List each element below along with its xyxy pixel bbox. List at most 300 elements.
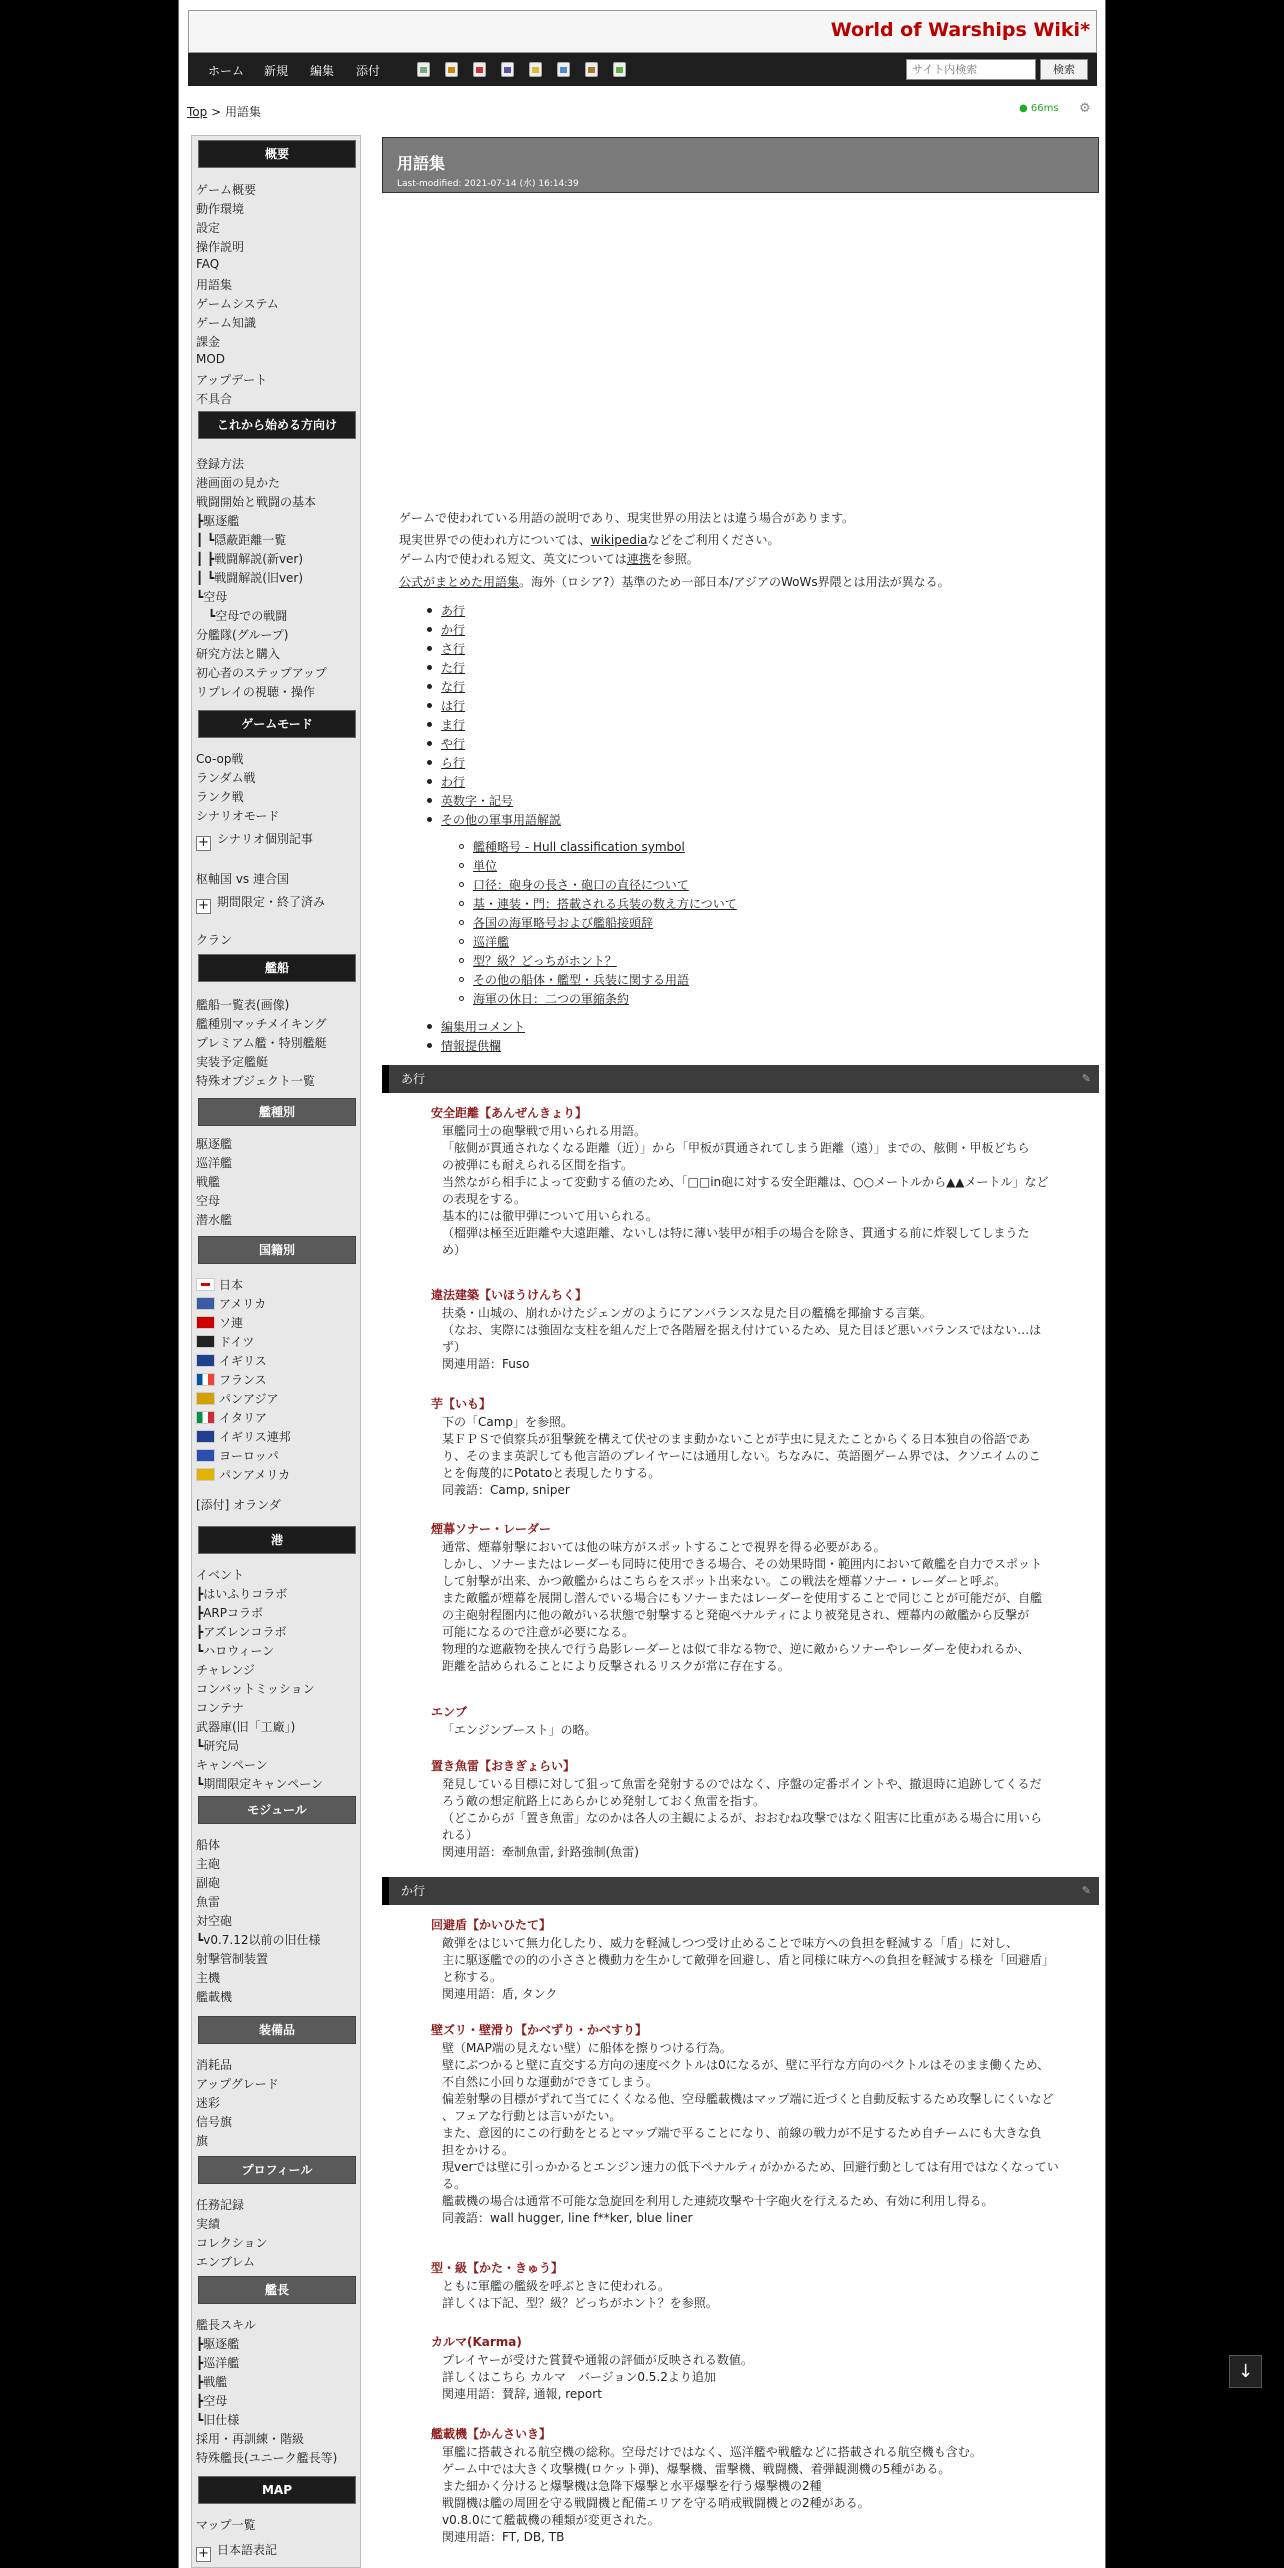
- toc-link[interactable]: その他の軍事用語解説: [441, 813, 562, 827]
- attach-icon[interactable]: [529, 62, 542, 77]
- sidebar-item-s2-5[interactable]: [196, 550, 303, 567]
- sidebar-item-s5-3[interactable]: [196, 1192, 220, 1209]
- term-heading: 安全距離【あんぜんきょり】: [431, 1106, 588, 1120]
- sidebar-item-s1-8[interactable]: [196, 333, 220, 350]
- backup-icon[interactable]: [501, 62, 514, 77]
- circle-bullet-icon: [459, 939, 464, 944]
- toc-extra-link[interactable]: 情報提供欄: [441, 1039, 502, 1053]
- toc-item: [427, 678, 465, 695]
- toc-sub-link[interactable]: 口径：砲身の長さ・砲口の直径について: [473, 878, 689, 892]
- sidebar-netherlands[interactable]: [添付] オランダ: [196, 1498, 281, 1512]
- definition-line: 現verでは壁に引っかかるとエンジン速力の低下ペナルティがかかるため、回避行動としては有用ではなくなってい: [442, 2160, 1059, 2174]
- render-time: [1019, 103, 1059, 114]
- sidebar-item-s8-0[interactable]: [196, 1836, 220, 1853]
- bullet-icon: [427, 703, 432, 708]
- sidebar-item-label: 艦長スキル: [196, 2318, 256, 2332]
- sidebar-item-s3-2[interactable]: [196, 788, 244, 805]
- sidebar-item-label: ┣戦艦: [196, 2375, 228, 2389]
- sidebar-item-s2-3[interactable]: [196, 512, 239, 529]
- sidebar-item-s2-12[interactable]: [196, 683, 315, 700]
- sidebar-item-s7-1[interactable]: [196, 1585, 287, 1602]
- toc-sub-item: [459, 876, 689, 893]
- toc-link[interactable]: ま行: [441, 718, 466, 732]
- sidebar-item-label: ┗旧仕様: [196, 2413, 240, 2427]
- definition-line: 、フェアな行動とは言いがたい。: [442, 2109, 622, 2123]
- circle-bullet-icon: [459, 958, 464, 963]
- intro-link[interactable]: 連携: [626, 552, 651, 566]
- sidebar-limited-modes-label: 期間限定・終了済み: [217, 895, 326, 909]
- sidebar-item-label: ヨーロッパ: [219, 1449, 279, 1463]
- toc-sub-item: [459, 971, 689, 988]
- sidebar-item-s6-0[interactable]: [196, 1276, 243, 1293]
- term-definition: [442, 1305, 1041, 1373]
- sidebar-item-label: 任務記録: [196, 2198, 245, 2212]
- bullet-icon: [427, 741, 432, 746]
- circle-bullet-icon: [459, 882, 464, 887]
- intro-line-2: [399, 550, 699, 567]
- sidebar-item-s6-6[interactable]: [196, 1390, 279, 1407]
- sidebar-item-label: ┗期間限定キャンペーン: [196, 1777, 323, 1791]
- term-heading: 回避盾【かいひたて】: [431, 1918, 552, 1932]
- toc-sub-item: [459, 990, 629, 1007]
- sidebar-item-s9-0[interactable]: [196, 2056, 232, 2073]
- definition-line: （どこからが「置き魚雷」なのかは各人の主観によるが、おおむね攻撃ではなく阻害に比重がある場合に用いら: [442, 1811, 1043, 1825]
- sidebar-item-s11-5[interactable]: [196, 2411, 239, 2428]
- sidebar-item-s8-2[interactable]: [196, 1874, 220, 1891]
- sidebar-item-label: 初心者のステップアップ: [196, 666, 327, 680]
- sidebar-item-s1-9[interactable]: [196, 352, 225, 366]
- sidebar-item-s6-5[interactable]: [196, 1371, 267, 1388]
- sidebar-item-s7-8[interactable]: [196, 1718, 295, 1735]
- definition-line: 不自然に小回りな運動ができてしまう。: [442, 2075, 659, 2089]
- sidebar-item-s2-6[interactable]: [196, 569, 303, 586]
- sidebar-head-3: ゲームモード: [198, 710, 356, 738]
- sidebar-item-s11-2[interactable]: [196, 2354, 239, 2371]
- site-header: [188, 10, 1097, 53]
- intro-pre: ゲーム内で使われる短文、英文については: [399, 552, 627, 566]
- sidebar-item-s2-8[interactable]: [196, 607, 287, 624]
- toc-link[interactable]: さ行: [441, 642, 466, 656]
- sidebar-item-s2-9[interactable]: [196, 626, 288, 643]
- definition-line: 通常、煙幕射撃においては他の味方がスポットすることで視界を得る必要がある。: [442, 1540, 886, 1554]
- gear-icon[interactable]: ⚙: [1079, 101, 1091, 116]
- definition-line: 担をかける。: [442, 2143, 515, 2157]
- bullet-icon: [427, 684, 432, 689]
- definition-line: ゲーム中では大きく攻撃機(ロケット弾)、爆撃機、雷撃機、戦闘機、着弾観測機の5種がある。: [442, 2462, 951, 2476]
- sidebar-item-label: ソ連: [219, 1316, 244, 1330]
- definition-line: と称する。: [442, 1970, 503, 1984]
- sidebar-item-label: ランダム戦: [196, 771, 256, 785]
- sidebar-item-label: 港画面の見かた: [196, 476, 281, 490]
- sidebar-item-label: 設定: [196, 221, 221, 235]
- sidebar-item-s2-10[interactable]: [196, 645, 280, 662]
- term-heading: 置き魚雷【おきぎょらい】: [431, 1759, 576, 1773]
- section-title: あ行: [401, 1072, 426, 1086]
- bullet-icon: [427, 646, 432, 651]
- sidebar-item-s4-1[interactable]: [196, 1015, 326, 1032]
- definition-line: 関連用語：牽制魚雷, 針路強制(魚雷): [442, 1845, 639, 1859]
- bullet-icon: [427, 817, 432, 822]
- sidebar-map-japanese-label: 日本語表記: [217, 2543, 278, 2557]
- definition-line: 基本的には徹甲弾について用いられる。: [442, 1209, 658, 1223]
- edit-icon[interactable]: [417, 62, 430, 77]
- sidebar-item-label: マップ一覧: [196, 2518, 256, 2532]
- definition-line: れる）: [442, 1828, 479, 1842]
- section-heading: [382, 1877, 1099, 1905]
- sidebar-item-label: コレクション: [196, 2236, 268, 2250]
- toc-sub-link[interactable]: 単位: [473, 859, 498, 873]
- toc-sub-link[interactable]: 型？級？どっちがホント？: [473, 954, 617, 968]
- definition-line: また細かく分けると爆撃機は急降下爆撃と水平爆撃を行う爆撃機の2種: [442, 2479, 822, 2493]
- definition-line: 同義語：Camp, sniper: [442, 1483, 570, 1497]
- intro-link[interactable]: 公式がまとめた用語集: [399, 575, 520, 589]
- definition-line: 艦載機の場合は通常不可能な急旋回を利用した連続攻撃や十字砲火を行えるため、有効に利用し得る。: [442, 2194, 994, 2208]
- toc-sub-link[interactable]: その他の船体・艦型・兵装に関する用語: [473, 973, 690, 987]
- sidebar-item-s6-7[interactable]: [196, 1409, 267, 1426]
- term-definition: [442, 1776, 1042, 1861]
- circle-bullet-icon: [459, 977, 464, 982]
- toc-link[interactable]: か行: [441, 623, 466, 637]
- toc-item: [427, 716, 465, 733]
- sidebar-item-s8-6[interactable]: [196, 1950, 268, 1967]
- last-modified: Last-modified: 2021-07-14 (水) 16:14:39: [397, 179, 579, 189]
- term-heading: エンブ: [431, 1705, 468, 1719]
- expand-icon[interactable]: +: [196, 836, 211, 851]
- sidebar-item-s2-7[interactable]: [196, 588, 227, 605]
- definition-line: る。: [442, 2177, 467, 2191]
- section-heading: [382, 1065, 1099, 1093]
- sidebar-axis-vs-allies[interactable]: 枢軸国 vs 連合国: [196, 872, 289, 886]
- intro-text: ゲームで使われている用語の説明であり、現実世界の用法とは違う場合があります。: [399, 511, 855, 525]
- toc-item: [427, 602, 465, 619]
- sidebar-item-s9-4[interactable]: [196, 2132, 208, 2149]
- page-wrapper: [178, 0, 1106, 2568]
- sidebar-item-label: 艦種別マッチメイキング: [196, 1017, 327, 1031]
- sidebar-head-7: 港: [198, 1526, 356, 1554]
- circle-bullet-icon: [459, 863, 464, 868]
- bullet-icon: [427, 779, 432, 784]
- menu-home[interactable]: ホーム: [208, 64, 245, 78]
- toc-item: [427, 811, 561, 828]
- sidebar-item-s3-3[interactable]: [196, 807, 279, 824]
- flag-icon: [196, 1411, 215, 1424]
- toc-sub-link[interactable]: 基・連装・門：搭載される兵装の数え方について: [473, 897, 737, 911]
- sidebar-item-label: ┣駆逐艦: [196, 2337, 240, 2351]
- definition-line: の主砲射程圏内に他の敵がいる状態で射撃すると発砲ペナルティにより被発見され、煙幕内の敵艦から反撃が: [442, 1608, 1030, 1622]
- sidebar-item-s5-2[interactable]: [196, 1173, 220, 1190]
- copy-icon[interactable]: [557, 62, 570, 77]
- timing-icon: ●: [1019, 103, 1031, 114]
- definition-line: 当然ながら相手によって変動する値のため、「□□in砲に対する安全距離は、○○メートルから▲▲メートル」など: [442, 1175, 1049, 1189]
- scroll-top-button[interactable]: ↓: [1229, 2355, 1262, 2388]
- page-title: 用語集: [397, 154, 446, 173]
- sidebar-head-9: 装備品: [198, 2016, 356, 2044]
- sidebar-head-4: 艦船: [198, 954, 356, 982]
- intro-link[interactable]: wikipedia: [590, 533, 648, 547]
- definition-line: 関連用語：賛辞, 通報, report: [442, 2387, 602, 2401]
- definition-line: 詳しくはこちら カルマ バージョン0.5.2より追加: [442, 2370, 716, 2384]
- sidebar-item-label: 対空砲: [196, 1914, 233, 1928]
- intro-line-0: [399, 509, 854, 526]
- sidebar-item-s3-0[interactable]: [196, 750, 243, 767]
- sidebar-item-s7-11[interactable]: [196, 1775, 323, 1792]
- expand-icon[interactable]: +: [196, 2547, 211, 2562]
- sidebar-item-label: FAQ: [196, 257, 220, 271]
- sidebar-item-label: 射撃管制装置: [196, 1952, 269, 1966]
- intro-line-3: [399, 573, 950, 590]
- sidebar-item-s5-0[interactable]: [196, 1135, 232, 1152]
- sidebar-item-label: ┃ ┗隠蔽距離一覧: [196, 533, 287, 547]
- menu-attach[interactable]: 添付: [356, 64, 381, 78]
- breadcrumb-top-link[interactable]: Top: [187, 105, 208, 119]
- edit-section-icon[interactable]: ✎: [1081, 1072, 1091, 1085]
- sidebar-item-label: 不具合: [196, 392, 233, 406]
- term-heading: 煙幕ソナー・レーダー: [431, 1522, 552, 1536]
- sidebar-item-s1-10[interactable]: [196, 371, 267, 388]
- toc-extra-item: [427, 1018, 525, 1035]
- menu-edit[interactable]: 編集: [310, 64, 335, 78]
- sidebar-item-label: アップグレード: [196, 2077, 279, 2091]
- sidebar-item-s4-4[interactable]: [196, 1072, 315, 1089]
- sidebar-item-label: 操作説明: [196, 240, 245, 254]
- definition-line: 敵弾をはじいて無力化したり、威力を軽減しつつ受け止めることで味方への負担を軽減する「盾」に対し、: [442, 1936, 1019, 1950]
- sidebar-item-s6-2[interactable]: [196, 1314, 243, 1331]
- sidebar-item-label: 主砲: [196, 1857, 221, 1871]
- definition-line: 発見している目標に対して狙って魚雷を発射するのではなく、序盤の定番ポイントや、撤退時に追跡してくるだ: [442, 1777, 1042, 1791]
- sidebar-item-s8-8[interactable]: [196, 1988, 232, 2005]
- definition-line: 同義語：wall hugger, line f**ker, blue liner: [442, 2211, 693, 2225]
- sidebar-item-s7-5[interactable]: [196, 1661, 255, 1678]
- sidebar-item-s7-0[interactable]: [196, 1566, 244, 1583]
- search-button[interactable]: 検索: [1040, 59, 1088, 80]
- sidebar-item-label: 武器庫(旧「工廠」): [196, 1720, 296, 1734]
- sidebar-item-s2-11[interactable]: [196, 664, 327, 681]
- sidebar-item-label: アップデート: [196, 373, 268, 387]
- sidebar-item-s4-0[interactable]: [196, 996, 289, 1013]
- bullet-icon: [427, 798, 432, 803]
- sidebar-item-s9-3[interactable]: [196, 2113, 232, 2130]
- sidebar-item-s1-5[interactable]: [196, 276, 232, 293]
- sidebar-item-s1-0[interactable]: [196, 181, 256, 198]
- sidebar-item-s7-7[interactable]: [196, 1699, 244, 1716]
- sidebar-item-s1-1[interactable]: [196, 200, 244, 217]
- sidebar-item-label: コンバットミッション: [196, 1682, 315, 1696]
- toc-sub-link[interactable]: 巡洋艦: [473, 935, 510, 949]
- sidebar-item-s6-9[interactable]: [196, 1447, 279, 1464]
- toc-sub-item: [459, 838, 685, 855]
- definition-line: 扶桑・山城の、崩れかけたジェンガのようにアンバランスな見た目の艦橋を揶揄する言葉。: [442, 1306, 932, 1320]
- sidebar-item-s1-4[interactable]: [196, 257, 219, 271]
- term-definition: [442, 2040, 1059, 2227]
- sidebar-item-label: ┣空母: [196, 2394, 228, 2408]
- sidebar-item-s7-2[interactable]: [196, 1604, 263, 1621]
- definition-line: 距離を詰められることにより反撃されるリスクが常に存在する。: [442, 1659, 790, 1673]
- sidebar: [191, 135, 361, 2568]
- sidebar-item-s6-3[interactable]: [196, 1333, 254, 1350]
- sidebar-item-s8-4[interactable]: [196, 1912, 232, 1929]
- sidebar-item-s11-0[interactable]: [196, 2316, 256, 2333]
- sidebar-item-s1-11[interactable]: [196, 390, 232, 407]
- sidebar-item-s6-1[interactable]: [196, 1295, 266, 1312]
- definition-line: 主に駆逐艦での的の小ささと機動力を生かして敵弾を回避し、盾と同様に味方への負担を軽減する様を「回避盾」: [442, 1953, 1055, 1967]
- toc-link[interactable]: わ行: [441, 775, 466, 789]
- toc-extra-link[interactable]: 編集用コメント: [441, 1020, 526, 1034]
- sidebar-item-label: ┣ARPコラボ: [196, 1606, 264, 1620]
- toc-link[interactable]: た行: [441, 661, 466, 675]
- freeze-icon[interactable]: [445, 62, 458, 77]
- definition-line: 壁にぶつかると壁に直交する方向の速度ベクトルは0になるが、壁に平行な方向のベクトルはそのまま働くため、: [442, 2058, 1050, 2072]
- sidebar-item-s2-0[interactable]: [196, 455, 244, 472]
- flag-icon: [196, 1297, 215, 1310]
- intro-post: 。海外（ロシア?）基準のため一部日本/アジアのWoWs界隈とは用法が異なる。: [519, 575, 950, 589]
- definition-line: 某ＦＰＳで偵察兵が狙撃銃を構えて伏せのまま動かないことが芋虫に見えたことからくる日本独自の俗語であ: [442, 1432, 1031, 1446]
- term-heading: 壁ズリ・壁滑り【かべずり・かべすり】: [431, 2023, 648, 2037]
- bullet-icon: [427, 760, 432, 765]
- flag-icon: [196, 1392, 215, 1405]
- toc-sub-item: [459, 933, 509, 950]
- sidebar-clan[interactable]: クラン: [196, 933, 233, 947]
- sidebar-item-s11-7[interactable]: [196, 2449, 337, 2466]
- sidebar-item-s2-2[interactable]: [196, 493, 316, 510]
- sidebar-item-s7-10[interactable]: [196, 1756, 268, 1773]
- menu-new[interactable]: 新規: [264, 64, 289, 78]
- sidebar-item-label: ┣アズレンコラボ: [196, 1625, 287, 1639]
- definition-line: ろう敵の想定航路上にあらかじめ発射しておく魚雷を指す。: [442, 1794, 766, 1808]
- sidebar-item-s6-8[interactable]: [196, 1428, 291, 1445]
- term-definition: [442, 1722, 596, 1739]
- bullet-icon: [427, 722, 432, 727]
- term-definition: [442, 1123, 1049, 1259]
- definition-line: ず）: [442, 1340, 467, 1354]
- toc-link[interactable]: な行: [441, 680, 466, 694]
- definition-line: 関連用語：FT, DB, TB: [442, 2530, 565, 2544]
- toc-link[interactable]: あ行: [441, 604, 466, 618]
- sidebar-item-label: ┃ ┣戦闘解説(新ver): [196, 552, 304, 566]
- sidebar-item-s2-4[interactable]: [196, 531, 286, 548]
- sidebar-item-s10-1[interactable]: [196, 2215, 220, 2232]
- flag-icon: [196, 1354, 215, 1367]
- sidebar-item-s11-4[interactable]: [196, 2392, 227, 2409]
- definition-line: しかし、ソナーまたはレーダーも同時に使用できる場合、その効果時間・範囲内において敵艦を自力でスポット: [442, 1557, 1043, 1571]
- sidebar-item-s10-0[interactable]: [196, 2196, 244, 2213]
- reload-icon[interactable]: [613, 62, 626, 77]
- sidebar-item-s7-4[interactable]: [196, 1642, 274, 1659]
- toc-link[interactable]: ら行: [441, 756, 466, 770]
- sidebar-item-s6-10[interactable]: [196, 1466, 290, 1483]
- sidebar-item-s10-2[interactable]: [196, 2234, 268, 2251]
- definition-line: プレイヤーが受けた賞賛や通報の評価が反映される数値。: [442, 2353, 753, 2367]
- toc-link[interactable]: は行: [441, 699, 466, 713]
- sidebar-item-s1-7[interactable]: [196, 314, 256, 331]
- definition-line: 関連用語：Fuso: [442, 1357, 530, 1371]
- intro-line-1: [399, 531, 780, 548]
- sidebar-head-12: MAP: [198, 2476, 356, 2504]
- sidebar-item-s5-1[interactable]: [196, 1154, 232, 1171]
- toc-item: [427, 754, 465, 771]
- sidebar-item-s8-7[interactable]: [196, 1969, 220, 1986]
- sidebar-item-s5-4[interactable]: [196, 1211, 232, 1228]
- sidebar-item-label: 潜水艦: [196, 1213, 233, 1227]
- sidebar-item-s9-1[interactable]: [196, 2075, 279, 2092]
- sidebar-item-s7-3[interactable]: [196, 1623, 286, 1640]
- sidebar-head-8: モジュール: [198, 1796, 356, 1824]
- sidebar-item-label: ゲームシステム: [196, 297, 279, 311]
- breadcrumb-current: 用語集: [224, 105, 261, 119]
- flag-icon: [196, 1278, 215, 1291]
- sidebar-scenario-articles[interactable]: [196, 830, 313, 851]
- toc-link[interactable]: 英数字・記号: [441, 794, 514, 808]
- sidebar-map-japanese[interactable]: [196, 2541, 277, 2562]
- toc-item: [427, 640, 465, 657]
- sidebar-item-label: エンブレム: [196, 2255, 256, 2269]
- term-heading: カルマ(Karma): [431, 2335, 522, 2349]
- sidebar-item-s1-2[interactable]: [196, 219, 220, 236]
- definition-line: （なお、実際には強固な支柱を組んだ上で各階層を据え付けているため、見た目ほど悪いバランスではない…は: [442, 1323, 1042, 1337]
- toc-link[interactable]: や行: [441, 737, 466, 751]
- expand-icon[interactable]: +: [196, 899, 211, 914]
- sidebar-item-s1-6[interactable]: [196, 295, 279, 312]
- sidebar-item-s8-1[interactable]: [196, 1855, 220, 1872]
- toc-sub-link[interactable]: 各国の海軍略号および艦船接頭辞: [473, 916, 654, 930]
- sidebar-item-s9-2[interactable]: [196, 2094, 220, 2111]
- sidebar-item-s1-3[interactable]: [196, 238, 244, 255]
- sidebar-limited-modes[interactable]: [196, 893, 325, 914]
- term-definition: [442, 1935, 1054, 2003]
- sidebar-item-label: イギリス: [219, 1354, 267, 1368]
- sidebar-item-label: 実装予定艦艇: [196, 1055, 269, 1069]
- sidebar-item-s11-3[interactable]: [196, 2373, 227, 2390]
- rename-icon[interactable]: [585, 62, 598, 77]
- search-input[interactable]: [906, 59, 1036, 80]
- edit-section-icon[interactable]: ✎: [1081, 1884, 1091, 1897]
- definition-line: また、意図的にこの行動をとるとマップ端で平ることになり、前線の戦力が不足するため自チームにも大きな負: [442, 2126, 1042, 2140]
- sidebar-item-s7-9[interactable]: [196, 1737, 239, 1754]
- sidebar-item-label: 課金: [196, 335, 221, 349]
- sidebar-item-s4-2[interactable]: [196, 1034, 327, 1051]
- site-title[interactable]: World of Warships Wiki*: [830, 19, 1090, 41]
- top-nav: [188, 53, 1097, 86]
- term-definition: [442, 2352, 753, 2403]
- diff-icon[interactable]: [473, 62, 486, 77]
- sidebar-item-s6-4[interactable]: [196, 1352, 267, 1369]
- toc-sub-link[interactable]: 海軍の休日：二つの軍縮条約: [473, 992, 630, 1006]
- sidebar-item-label: ┗ハロウィーン: [196, 1644, 275, 1658]
- sidebar-item-s4-3[interactable]: [196, 1053, 268, 1070]
- sidebar-item-s2-1[interactable]: [196, 474, 280, 491]
- sidebar-item-label: ┣はいふりコラボ: [196, 1587, 288, 1601]
- sidebar-scenario-articles-label: シナリオ個別記事: [217, 832, 313, 846]
- toc-sub-link[interactable]: 艦種略号 - Hull classification symbol: [473, 840, 685, 854]
- circle-bullet-icon: [459, 996, 464, 1001]
- breadcrumb: [187, 103, 261, 120]
- sidebar-item-label: ┗空母: [196, 590, 228, 604]
- sidebar-item-label: ランク戦: [196, 790, 244, 804]
- sidebar-item-s11-1[interactable]: [196, 2335, 239, 2352]
- circle-bullet-icon: [459, 901, 464, 906]
- sidebar-item-s11-6[interactable]: [196, 2430, 304, 2447]
- timing-value: 66ms: [1030, 103, 1059, 114]
- sidebar-item-s7-6[interactable]: [196, 1680, 315, 1697]
- sidebar-item-s3-1[interactable]: [196, 769, 256, 786]
- sidebar-item-label: ドイツ: [219, 1335, 255, 1349]
- toc-item: [427, 697, 465, 714]
- sidebar-item-s12-0[interactable]: [196, 2516, 256, 2533]
- intro-post: などをご利用ください。: [647, 533, 780, 547]
- toc-extra-item: [427, 1037, 501, 1054]
- sidebar-item-s8-5[interactable]: [196, 1931, 321, 1948]
- sidebar-item-s10-3[interactable]: [196, 2253, 255, 2270]
- sidebar-item-s8-3[interactable]: [196, 1893, 220, 1910]
